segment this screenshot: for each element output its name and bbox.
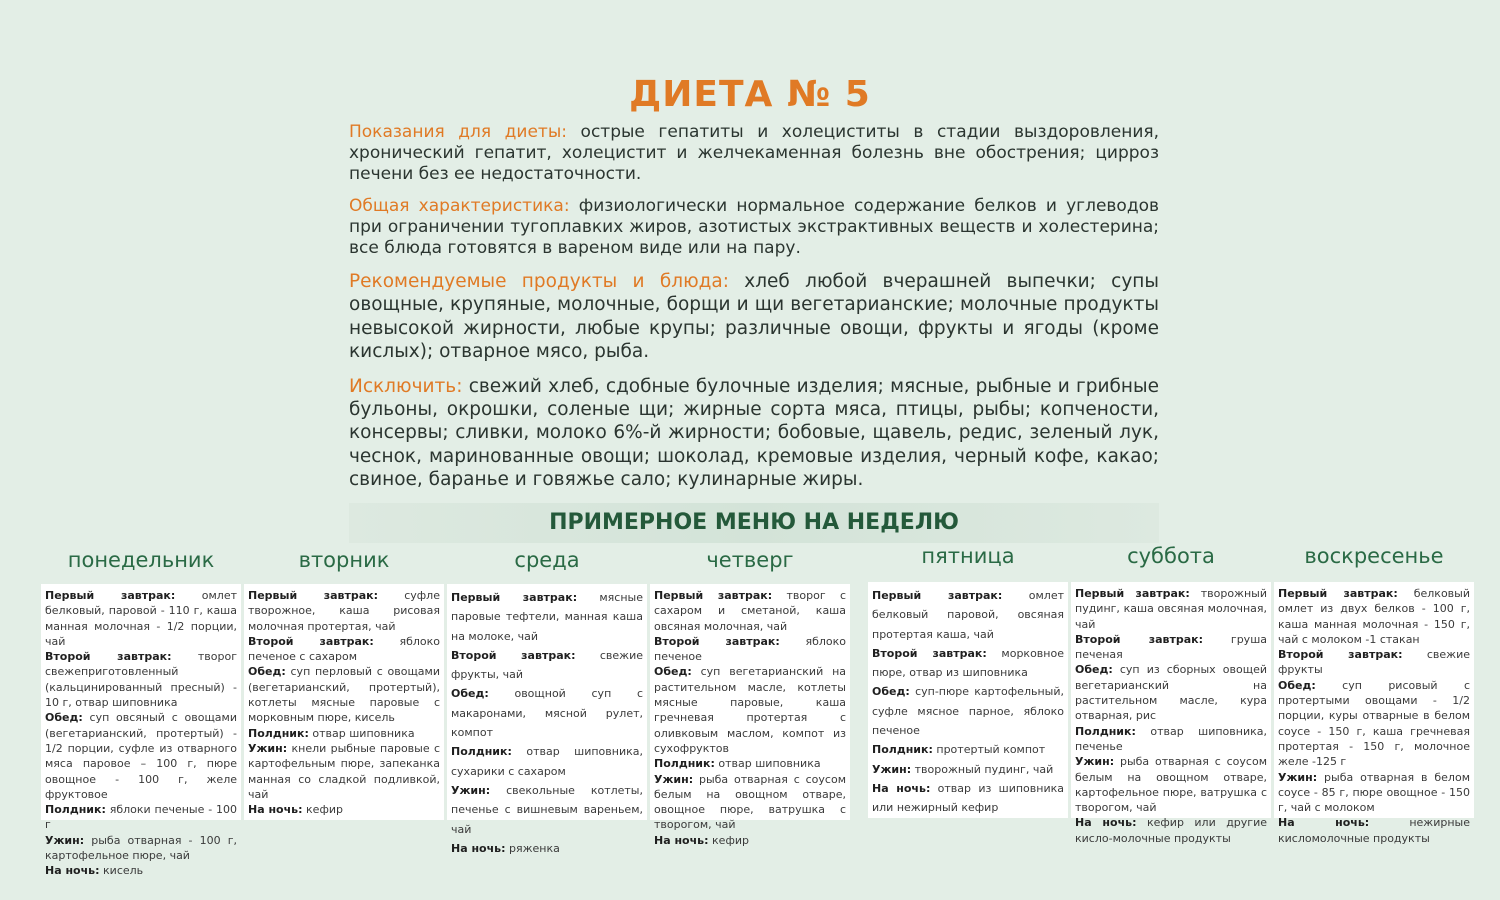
meal-label: На ночь:: [45, 864, 100, 878]
meal-label: Первый завтрак:: [248, 589, 379, 602]
meal-item: [45, 863, 237, 878]
meal-label: Первый завтрак:: [1075, 587, 1190, 600]
meal-text: рыба отварная в белом соусе - 85 г, пюре овощное - 150 г, чай с молоком: [1278, 770, 1470, 815]
meal-label: Ужин:: [1278, 770, 1318, 784]
meal-text: творожный пудинг, чай: [911, 762, 1054, 776]
meal-label: На ночь:: [248, 803, 303, 817]
meal-item: [248, 741, 440, 802]
characteristics-paragraph: [349, 196, 1159, 259]
meal-label: Обед:: [1075, 663, 1113, 677]
meal-label: На ночь:: [1278, 816, 1370, 830]
meal-label: Первый завтрак:: [1278, 587, 1398, 600]
meal-label: Второй завтрак:: [654, 634, 780, 648]
meal-label: Второй завтрак:: [1278, 648, 1403, 662]
indications-paragraph: [349, 122, 1159, 185]
meal-text: кефир: [302, 803, 343, 817]
meal-label: Ужин:: [1075, 755, 1115, 769]
exclude-paragraph: [349, 375, 1159, 492]
day-name-thursday: четверг: [706, 548, 794, 572]
meal-label: Ужин:: [451, 783, 491, 797]
menu-card-tuesday: [244, 584, 444, 820]
characteristics-label: Общая характеристика:: [349, 196, 570, 216]
meal-item: [248, 802, 440, 817]
meal-text: кефир или другие кисло-молочные продукты: [1075, 816, 1267, 845]
meal-text: морковное пюре, отвар из шиповника: [872, 646, 1064, 680]
day-name-tuesday: вторник: [298, 548, 390, 572]
meal-label: Ужин:: [872, 762, 912, 776]
meal-text: отвар шиповника: [714, 757, 821, 771]
exclude-text: свежий хлеб, сдобные булочные изделия; мясные, рыбные и грибные бульоны, окрошки, соленые щи; жирные сорта мяса, птицы, рыбы; копчености, консервы; сливки, молоко 6%-й жирности; бобовые, щавель, редис, зеленый лук, чеснок, маринованные овощи; шоколад, кремовые изделия, черный кофе, какао; свиное, баранье и говяжье сало; кулинарные жиры.: [349, 375, 1159, 491]
meal-label: Первый завтрак:: [45, 589, 176, 602]
meal-label: На ночь:: [654, 833, 709, 847]
meal-label: Ужин:: [45, 833, 85, 847]
meal-text: творог с сахаром и сметаной, каша овсяная молочная, чай: [654, 589, 846, 633]
day-name-saturday: суббота: [1127, 544, 1215, 568]
meal-label: Второй завтрак:: [872, 646, 987, 660]
menu-title: ПРИМЕРНОЕ МЕНЮ НА НЕДЕЛЮ: [549, 510, 959, 535]
day-name-monday: понедельник: [67, 548, 215, 572]
meal-text: яблоко печеное: [654, 634, 846, 664]
meal-item: [248, 664, 440, 725]
meal-item: [45, 588, 237, 649]
recommended-text: хлеб любой вчерашней выпечки; супы овощные, крупяные, молочные, борщи и щи вегетарианские; молочные продукты невысокой жирности, любые крупы; различные овощи, фрукты и ягоды (кроме кислых); отварное мясо, рыба.: [349, 271, 1159, 363]
meal-text: рыба отварная с соусом белым на овощном отваре, картофельное пюре, ватрушка с творогом, чай: [1075, 755, 1267, 815]
meal-text: рыба отварная - 100 г, картофельное пюре, чай: [45, 833, 237, 863]
meal-item: [654, 756, 846, 771]
meal-item: [1278, 586, 1470, 647]
meal-item: [872, 760, 1064, 779]
meal-label: Первый завтрак:: [872, 589, 1003, 602]
meal-label: Второй завтрак:: [1075, 632, 1204, 646]
meal-text: белковый омлет из двух белков - 100 г, каша манная молочная - 150 г, чай с молоком -1 стакан: [1278, 587, 1470, 646]
meal-item: [654, 833, 846, 848]
meal-text: яблоки печеные - 100 г: [45, 803, 237, 832]
meal-item: [872, 779, 1064, 818]
meal-text: омлет белковый, паровой - 110 г, каша манная молочная - 1/2 порции, чай: [45, 589, 237, 648]
page-title: ДИЕТА № 5: [629, 74, 871, 115]
meal-item: [654, 634, 846, 665]
meal-label: Первый завтрак:: [451, 591, 578, 604]
meal-item: [45, 802, 237, 833]
meal-item: [1075, 815, 1267, 846]
menu-card-sunday: [1274, 582, 1474, 845]
meal-item: [1278, 678, 1470, 770]
meal-text: рыба отварная с соусом белым на овощном отваре, овощное пюре, ватрушка с творогом, чай: [654, 772, 846, 832]
meal-text: кефир: [708, 833, 749, 847]
meal-text: суфле творожное, каша рисовая молочная протертая, чай: [248, 589, 440, 633]
meal-text: отвар из шиповника или нежирный кефир: [872, 781, 1064, 815]
meal-item: [45, 710, 237, 802]
meal-label: На ночь:: [872, 781, 931, 795]
meal-text: творог свежеприготовленный (кальцинированный пресный) - 10 г, отвар шиповника: [45, 650, 237, 710]
indications-text: острые гепатиты и холециститы в стадии выздоровления, хронический гепатит, холецистит и желчекаменная болезнь вне обострения; цирроз печени без ее недостаточности.: [349, 122, 1159, 184]
meal-text: суп из сборных овощей вегетарианский на растительном масле, кура отварная, рис: [1075, 663, 1267, 723]
meal-item: [451, 588, 643, 646]
meal-item: [872, 586, 1064, 644]
meal-item: [1278, 815, 1470, 846]
meal-label: Второй завтрак:: [45, 650, 172, 664]
meal-label: Полдник:: [451, 745, 512, 759]
meal-item: [872, 644, 1064, 683]
meal-item: [654, 588, 846, 634]
meal-item: [451, 781, 643, 839]
meal-item: [872, 682, 1064, 740]
meal-label: Ужин:: [248, 741, 288, 755]
meal-text: творожный пудинг, каша овсяная молочная, чай: [1075, 587, 1267, 631]
meal-label: Полдник:: [1075, 724, 1136, 738]
meal-item: [1075, 632, 1267, 663]
meal-item: [654, 772, 846, 833]
meal-item: [1278, 647, 1470, 678]
meal-label: Второй завтрак:: [248, 634, 374, 648]
meal-item: [654, 664, 846, 756]
meal-text: свежие фрукты: [1278, 648, 1470, 677]
day-name-friday: пятница: [921, 544, 1015, 568]
meal-item: [1075, 754, 1267, 815]
meal-label: Обед:: [45, 711, 83, 725]
meal-item: [1075, 586, 1267, 632]
characteristics-text: физиологически нормальное содержание белков и углеводов при ограничении тугоплавких жиров, азотистых экстрактивных веществ и холестерина; все блюда готовятся в вареном виде или на пару.: [349, 196, 1159, 258]
meal-label: Обед:: [872, 685, 910, 699]
meal-item: [45, 649, 237, 710]
meal-label: Второй завтрак:: [451, 648, 576, 662]
meal-label: Обед:: [654, 665, 692, 679]
menu-card-friday: [868, 582, 1068, 818]
meal-item: [451, 839, 643, 858]
meal-item: [1075, 724, 1267, 755]
day-name-sunday: воскресенье: [1304, 544, 1444, 568]
meal-item: [248, 726, 440, 741]
meal-item: [451, 742, 643, 781]
meal-label: Полдник:: [654, 757, 715, 771]
meal-text: протертый компот: [932, 743, 1046, 757]
meal-label: Обед:: [248, 665, 286, 679]
exclude-label: Исключить:: [349, 375, 463, 397]
meal-text: кисель: [99, 864, 144, 878]
meal-item: [872, 740, 1064, 759]
recommended-label: Рекомендуемые продукты и блюда:: [349, 271, 729, 292]
meal-item: [248, 588, 440, 634]
meal-text: кнели рыбные паровые с картофельным пюре, запеканка манная со сладкой подливкой, чай: [248, 741, 440, 801]
meal-text: мясные паровые тефтели, манная каша на молоке, чай: [451, 591, 643, 643]
meal-item: [451, 684, 643, 742]
meal-label: Первый завтрак:: [654, 589, 773, 602]
meal-text: суп вегетарианский на растительном масле, котлеты мясные паровые, каша гречневая протертая с оливковым маслом, компот из сухофруктов: [654, 665, 846, 755]
meal-text: ряженка: [505, 841, 560, 855]
meal-text: нежирные кисломолочные продукты: [1278, 816, 1470, 845]
meal-item: [1278, 770, 1470, 816]
meal-label: Обед:: [1278, 678, 1316, 692]
meal-text: яблоко печеное с сахаром: [248, 634, 440, 664]
day-name-wednesday: среда: [514, 548, 580, 572]
meal-label: Ужин:: [654, 772, 694, 786]
menu-card-monday: [41, 584, 241, 878]
indications-label: Показания для диеты:: [349, 122, 567, 142]
meal-text: суп перловый с овощами (вегетарианский, протертый), котлеты мясные паровые с морковным пюре, кисель: [248, 665, 440, 725]
menu-card-thursday: [650, 584, 850, 847]
meal-text: груша печеная: [1075, 632, 1267, 662]
meal-text: суп овсяный с овощами (вегетарианский, протертый) - 1/2 порции, суфле из отварного мяса паровое – 100 г, пюре овощное - 100 г, желе фруктовое: [45, 711, 237, 801]
meal-label: На ночь:: [451, 841, 506, 855]
meal-item: [1075, 662, 1267, 723]
meal-label: Полдник:: [872, 743, 933, 757]
meal-label: Полдник:: [248, 726, 309, 740]
meal-text: суп рисовый с протертыми овощами - 1/2 порции, куры отварные в белом соусе - 150 г, каша гречневая протертая - 150 г, молочное желе -125 г: [1278, 678, 1470, 769]
meal-text: отвар шиповника, сухарики с сахаром: [451, 745, 643, 778]
meal-item: [248, 634, 440, 665]
meal-label: Полдник:: [45, 803, 106, 817]
meal-text: отвар шиповника: [308, 726, 415, 740]
meal-text: овощной суп с макаронами, мясной рулет, компот: [451, 687, 643, 740]
meal-label: Обед:: [451, 687, 489, 701]
recommended-paragraph: [349, 270, 1159, 364]
meal-text: отвар шиповника, печенье: [1075, 724, 1267, 753]
meal-item: [451, 646, 643, 685]
meal-text: свежие фрукты, чай: [451, 648, 643, 682]
meal-text: суп-пюре картофельный, суфле мясное парное, яблоко печеное: [872, 685, 1064, 738]
meal-item: [45, 833, 237, 864]
meal-label: На ночь:: [1075, 816, 1137, 830]
menu-card-wednesday: [447, 584, 647, 855]
menu-card-saturday: [1071, 582, 1271, 845]
meal-text: свекольные котлеты, печенье с вишневым вареньем, чай: [451, 783, 643, 836]
diet-description: [349, 122, 1159, 503]
meal-text: омлет белковый паровой, овсяная протертая каша, чай: [872, 589, 1064, 641]
